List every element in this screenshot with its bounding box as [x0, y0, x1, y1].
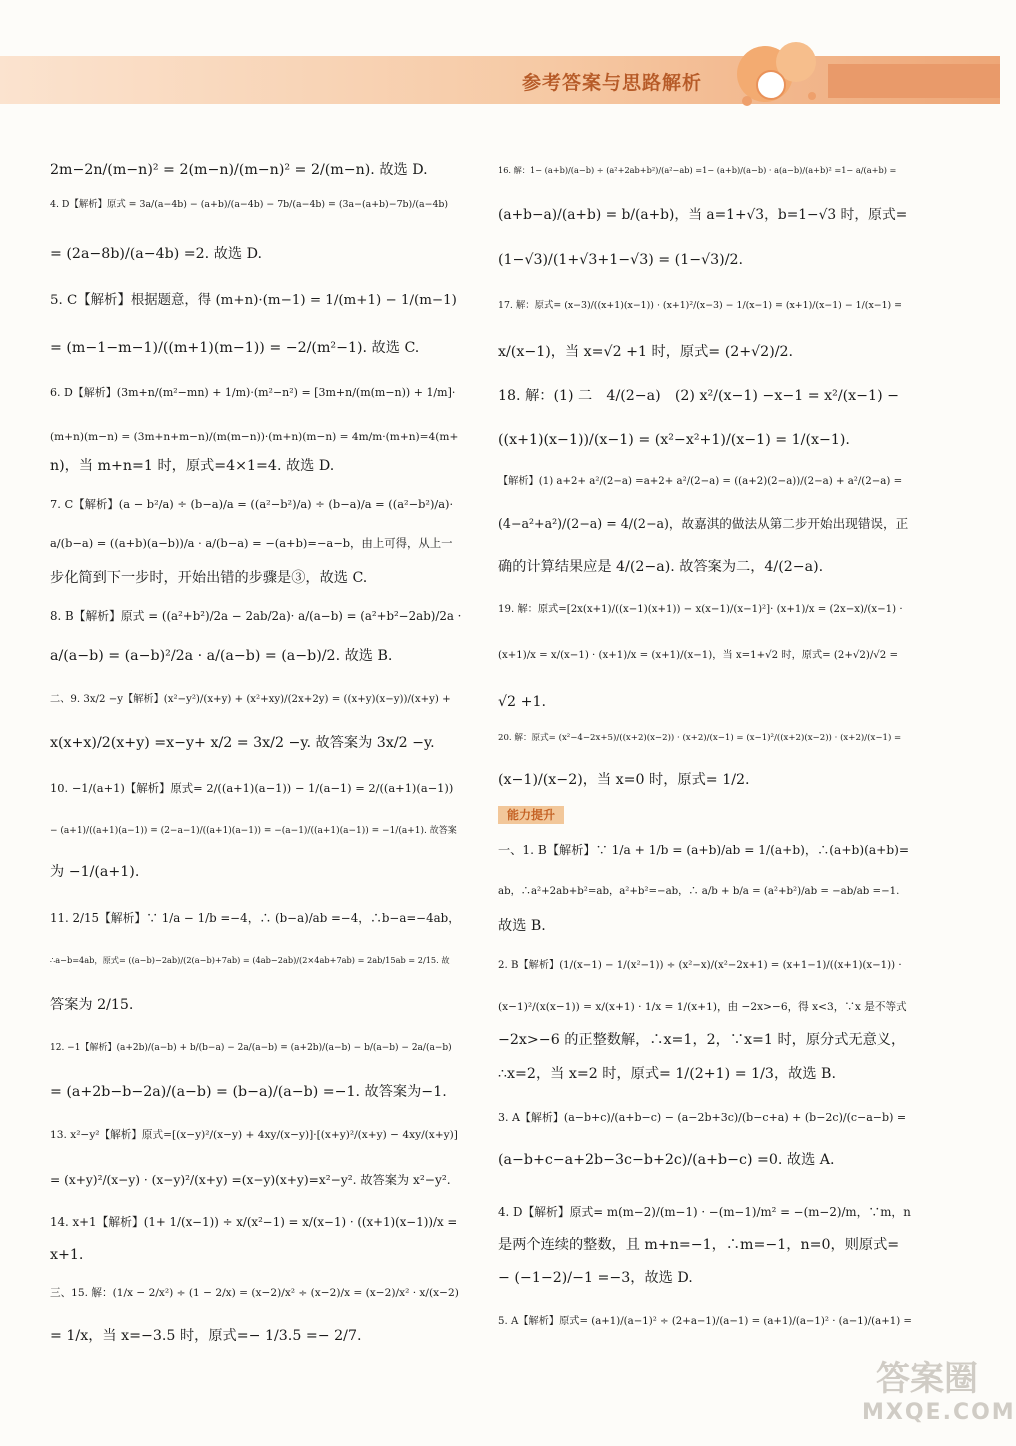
text-line: 故选 B. [498, 918, 546, 934]
watermark-sub: MXQE.COM [862, 1400, 1016, 1425]
section-tag: 能力提升 [498, 806, 564, 824]
text-line: ((x+1)(x−1))/(x−1) = (x²−x²+1)/(x−1) = 1/(x−1). [498, 432, 850, 448]
text-line: n)，当 m+n=1 时，原式=4×1=4. 故选 D. [50, 458, 335, 474]
text-line: 16. 解：1− (a+b)/(a−b) ÷ (a²+2ab+b²)/(a²−ab) =1− (a+b)/(a−b) · a(a−b)/(a+b)² =1− a/(a+b) = [498, 165, 897, 175]
text-line: 4. D【解析】原式= m(m−2)/(m−1) · −(m−1)/m² = −(m−2)/m，∵m，n [498, 1205, 911, 1219]
text-line: 一、1. B【解析】∵ 1/a + 1/b = (a+b)/ab = 1/(a+b)，∴(a+b)(a+b)= [498, 843, 910, 857]
text-line: 18. 解：(1) 二 4/(2−a) (2) x²/(x−1) −x−1 = x²/(x−1) − [498, 388, 899, 404]
text-line: 13. x²−y²【解析】原式=[(x−y)²/(x−y) + 4xy/(x−y)]·[(x+y)²/(x+y) − 4xy/(x+y)] [50, 1129, 458, 1141]
text-line: 2m−2n/(m−n)² = 2(m−n)/(m−n)² = 2/(m−n). 故选 D. [50, 162, 428, 178]
watermark-main: 答案圈 [876, 1359, 978, 1399]
text-line: (x−1)²/(x(x−1)) = x/(x+1) · 1/x = 1/(x+1)，由 −2x>−6，得 x<3，∵x 是不等式 [498, 1001, 907, 1013]
text-line: 11. 2/15【解析】∵ 1/a − 1/b =−4，∴ (b−a)/ab =−4，∴b−a=−4ab， [50, 911, 461, 925]
text-line: 5. A【解析】原式= (a+1)/(a−1)² ÷ (2+a−1)/(a−1) = (a+1)/(a−1)² · (a−1)/(a+1) = [498, 1316, 912, 1327]
text-line: 确的计算结果应是 4/(2−a). 故答案为二，4/(2−a). [498, 559, 824, 575]
text-line: (x−1)/(x−2)，当 x=0 时，原式= 1/2. [498, 772, 750, 788]
text-line: 2. B【解析】(1/(x−1) − 1/(x²−1)) ÷ (x²−x)/(x²−2x+1) = (x+1−1)/((x+1)(x−1)) · [498, 960, 902, 971]
text-line: 17. 解：原式= (x−3)/((x+1)(x−1)) · (x+1)²/(x−3) − 1/(x−1) = (x+1)/(x−1) − 1/(x−1) = [498, 300, 903, 311]
text-line: (x+1)/x = x/(x−1) · (x+1)/x = (x+1)/(x−1)，当 x=1+√2 时，原式= (2+√2)/√2 = [498, 650, 899, 661]
text-line: 10. −1/(a+1)【解析】原式= 2/((a+1)(a−1)) − 1/(a−1) = 2/((a+1)(a−1)) [50, 781, 454, 795]
text-line: 6. D【解析】(3m+n/(m²−mn) + 1/m)·(m²−n²) = [3m+n/(m(m−n)) + 1/m]· [50, 386, 456, 399]
decor-dot-icon [808, 92, 816, 100]
text-line: 19. 解：原式=[2x(x+1)/((x−1)(x+1)) − x(x−1)/(x−1)²]· (x+1)/x = (2x−x)/(x−1) · [498, 604, 903, 615]
text-line: (m+n)(m−n) = (3m+n+m−n)/(m(m−n))·(m+n)(m−n) = 4m/m·(m+n)=4(m+ [50, 431, 459, 443]
text-line: 是两个连续的整数，且 m+n=−1，∴m=−1，n=0，则原式= [498, 1237, 900, 1253]
decor-dot-icon [742, 96, 752, 106]
text-line: 7. C【解析】(a − b²/a) ÷ (b−a)/a = ((a²−b²)/a) ÷ (b−a)/a = ((a²−b²)/a)· [50, 497, 454, 511]
text-line: 14. x+1【解析】(1+ 1/(x−1)) ÷ x/(x²−1) = x/(x−1) · ((x+1)(x−1))/x = [50, 1215, 458, 1229]
text-line: 为 −1/(a+1). [50, 864, 140, 880]
text-line: √2 +1. [498, 694, 547, 710]
text-line: a/(b−a) = ((a+b)(a−b))/a · a/(b−a) = −(a+b)=−a−b，由上可得，从上一 [50, 536, 453, 550]
text-line: 二、9. 3x/2 −y【解析】(x²−y²)/(x+y) + (x²+xy)/(2x+2y) = ((x+y)(x−y))/(x+y) + [50, 694, 451, 705]
text-line: = (x+y)²/(x−y) · (x−y)²/(x+y) =(x−y)(x+y)=x²−y². 故答案为 x²−y². [50, 1173, 451, 1187]
text-line: 三、15. 解：(1/x − 2/x²) ÷ (1 − 2/x) = (x−2)/x² ÷ (x−2)/x = (x−2)/x² · x/(x−2) [50, 1287, 459, 1299]
text-line: 4. D【解析】原式 = 3a/(a−4b) − (a+b)/(a−4b) − 7b/(a−4b) = (3a−(a+b)−7b)/(a−4b) [50, 199, 449, 210]
watermark-logo [862, 1359, 1016, 1432]
text-line: ab，∴a²+2ab+b²=ab，a²+b²=−ab，∴ a/b + b/a = (a²+b²)/ab = −ab/ab =−1. [498, 886, 900, 897]
text-line: x(x+x)/2(x+y) =x−y+ x/2 = 3x/2 −y. 故答案为 3x/2 −y. [50, 735, 435, 751]
text-line: − (−1−2)/−1 =−3，故选 D. [498, 1270, 693, 1286]
text-line: = 1/x，当 x=−3.5 时，原式=− 1/3.5 =− 2/7. [50, 1328, 362, 1344]
text-line: x+1. [50, 1247, 84, 1263]
text-line: 步化简到下一步时，开始出错的步骤是③，故选 C. [50, 570, 368, 586]
text-line: 12. −1【解析】(a+2b)/(a−b) + b/(b−a) − 2a/(a−b) = (a+2b)/(a−b) − b/(a−b) − 2a/(a−b) [50, 1043, 452, 1053]
text-line: (4−a²+a²)/(2−a) = 4/(2−a)，故嘉淇的做法从第二步开始出现错误，正 [498, 516, 909, 531]
page-header-title: 参考答案与思路解析 [522, 72, 703, 94]
text-line: 3. A【解析】(a−b+c)/(a+b−c) − (a−2b+3c)/(b−c+a) + (b−2c)/(c−a−b) = [498, 1111, 907, 1124]
text-line: = (a+2b−b−2a)/(a−b) = (b−a)/(a−b) =−1. 故答案为−1. [50, 1084, 447, 1100]
text-line: − (a+1)/((a+1)(a−1)) = (2−a−1)/((a+1)(a−1)) = −(a−1)/((a+1)(a−1)) = −1/(a+1). 故答案 [50, 826, 457, 836]
text-line: ∴a−b=4ab，原式= ((a−b)−2ab)/(2(a−b)+7ab) = (4ab−2ab)/(2×4ab+7ab) = 2ab/15ab = 2/15. 故 [50, 955, 450, 965]
text-line: (a−b+c−a+2b−3c−b+2c)/(a+b−c) =0. 故选 A. [498, 1152, 835, 1168]
text-line: −2x>−6 的正整数解，∴x=1，2，∵x=1 时，原分式无意义， [498, 1032, 906, 1048]
text-line: ∴x=2，当 x=2 时，原式= 1/(2+1) = 1/3，故选 B. [498, 1066, 836, 1082]
text-line: = (m−1−m−1)/((m+1)(m−1)) = −2/(m²−1). 故选 C. [50, 340, 420, 356]
text-line: (1−√3)/(1+√3+1−√3) = (1−√3)/2. [498, 252, 744, 268]
text-line: = (2a−8b)/(a−4b) =2. 故选 D. [50, 246, 262, 262]
decor-ring-icon [756, 70, 786, 100]
text-line: a/(a−b) = (a−b)²/2a · a/(a−b) = (a−b)/2. 故选 B. [50, 648, 393, 664]
text-line: x/(x−1)，当 x=√2 +1 时，原式= (2+√2)/2. [498, 344, 794, 360]
header-accent-bar [828, 64, 1000, 98]
text-line: 答案为 2/15. [50, 997, 134, 1013]
text-line: 8. B【解析】原式 = ((a²+b²)/2a − 2ab/2a)· a/(a−b) = (a²+b²−2ab)/2a · [50, 609, 462, 623]
text-line: (a+b−a)/(a+b) = b/(a+b)，当 a=1+√3，b=1−√3 时，原式= [498, 207, 908, 223]
text-line: 5. C【解析】根据题意，得 (m+n)·(m−1) = 1/(m+1) − 1/(m−1) [50, 293, 457, 308]
text-line: 20. 解：原式= (x²−4−2x+5)/((x+2)(x−2)) · (x+2)/(x−1) = (x−1)²/((x+2)(x−2)) · (x+2)/(x−1) = [498, 733, 902, 743]
text-line: 【解析】(1) a+2+ a²/(2−a) =a+2+ a²/(2−a) = ((a+2)(2−a))/(2−a) + a²/(2−a) = [498, 476, 903, 487]
